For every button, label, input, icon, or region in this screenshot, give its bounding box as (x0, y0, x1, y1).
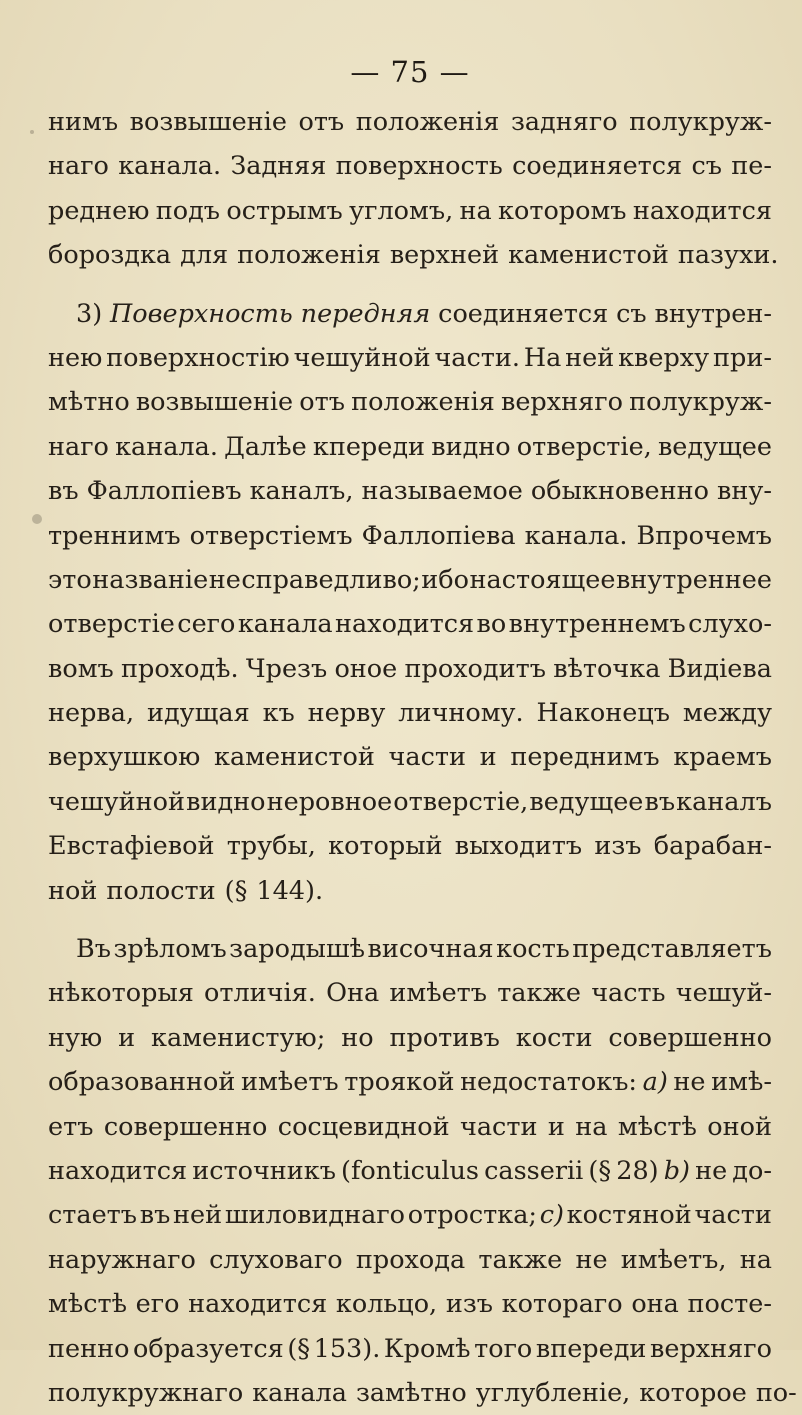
word: нѣкоторыя (48, 978, 194, 1009)
word: угломъ, (349, 195, 454, 226)
word: ней (173, 1200, 223, 1231)
word: b) (663, 1155, 690, 1186)
text-line (48, 1282, 772, 1326)
word: и (547, 1111, 565, 1142)
word: вну- (717, 476, 772, 507)
word: кпереди (312, 431, 426, 462)
word: канала. (115, 431, 218, 462)
word: отличія. (204, 978, 316, 1009)
word: кверху (618, 342, 710, 373)
text-line (48, 100, 772, 144)
ink-speck (30, 130, 34, 134)
word: кость (496, 934, 570, 965)
word: часть (591, 978, 666, 1009)
word: канала. (118, 151, 222, 182)
word: кольцо, (335, 1289, 438, 1320)
word: въ (644, 786, 676, 817)
word: Задняя (230, 151, 327, 182)
word: кости (515, 1022, 593, 1053)
word: ную (48, 1022, 103, 1053)
word: возвышеніе (129, 107, 287, 137)
word: наго (48, 151, 109, 182)
word: (§ (224, 875, 248, 906)
word: верхней (389, 240, 500, 271)
word: верхняго (500, 387, 623, 418)
word: Далѣе (224, 431, 307, 462)
word: при- (713, 342, 772, 373)
word: Впрочемъ (636, 520, 772, 551)
word: изъ (445, 1289, 493, 1320)
word: верхушкою (48, 742, 201, 773)
text-line (48, 425, 772, 469)
page-number: — 75 — (350, 55, 470, 89)
word: на (739, 1244, 772, 1275)
word: верхняго (650, 1333, 772, 1364)
word: посте- (687, 1289, 772, 1320)
word: чешуй- (675, 978, 772, 1009)
text-line (48, 189, 772, 233)
word: проходѣ. (121, 653, 239, 684)
word: a) (642, 1067, 668, 1098)
word: мѣтно (48, 387, 130, 418)
word: костяной (566, 1200, 692, 1231)
word: канала (252, 1377, 347, 1408)
text-line (48, 824, 772, 868)
word: прохода (355, 1244, 466, 1275)
word: которое (639, 1377, 747, 1408)
word: неровное (266, 786, 393, 817)
word: бороздка (48, 240, 172, 271)
word: Чрезъ (245, 653, 328, 684)
word: треннимъ (48, 520, 181, 551)
word: 144). (256, 875, 324, 906)
word: трубы, (226, 831, 316, 862)
word: по- (755, 1377, 797, 1408)
word: полости (106, 875, 216, 906)
word: въ (48, 476, 79, 507)
word: пазухи. (677, 240, 779, 271)
word: имѣетъ, (620, 1244, 727, 1275)
word: наружнаго (48, 1244, 196, 1275)
word: нерву (307, 698, 386, 729)
book-page (48, 50, 797, 1415)
word: на (575, 1111, 608, 1142)
word: части. (434, 342, 520, 373)
paragraph-gap (48, 913, 772, 927)
word: не (695, 1155, 728, 1186)
word: каналъ (676, 786, 772, 817)
word: это (48, 564, 92, 595)
word: противъ (389, 1022, 500, 1053)
word: положенія (237, 240, 381, 271)
word: на (459, 195, 492, 226)
word: ведущее (657, 431, 772, 462)
word: того (474, 1333, 533, 1364)
word: Видіева (667, 653, 772, 684)
word: но (341, 1022, 374, 1053)
word: части (694, 1200, 772, 1231)
word: справедливо; (241, 564, 421, 595)
word: полукруж- (629, 387, 772, 418)
word: каменистой (508, 240, 669, 271)
word: отверстіемъ (189, 520, 353, 551)
word: наго (48, 431, 109, 462)
text-line (48, 233, 779, 277)
word: троякой (344, 1067, 455, 1098)
word: его (135, 1289, 180, 1320)
text-line (48, 1238, 772, 1282)
word: Въ (76, 934, 111, 965)
word: она (631, 1289, 679, 1320)
word: (§ (588, 1155, 612, 1186)
word: На (523, 342, 562, 373)
word: ней (565, 342, 615, 373)
word: называемое (361, 476, 523, 507)
word: чешуйной (293, 342, 431, 373)
word: етъ (48, 1111, 94, 1142)
word: имѣетъ (241, 1067, 339, 1098)
word: также (478, 1244, 563, 1275)
text-line (48, 469, 772, 513)
word: подъ (155, 195, 221, 226)
word: барабан- (653, 831, 772, 862)
word: къ (262, 698, 295, 729)
word: (§ (287, 1333, 311, 1364)
word: отверстіе, (393, 786, 529, 817)
word: не (673, 1067, 706, 1098)
word: углубленіе, (475, 1377, 631, 1408)
word: вомъ (48, 653, 114, 684)
word: нимъ (48, 107, 119, 137)
word: c) (539, 1200, 564, 1231)
word: во (476, 609, 507, 640)
ink-smudge (32, 514, 42, 524)
text-line (48, 514, 772, 558)
word: 153). (313, 1333, 381, 1364)
word: возвышеніе (135, 387, 294, 418)
word: поверхностію (106, 342, 290, 373)
word: отверстіе (48, 609, 175, 640)
word: Поверхность (110, 298, 293, 329)
word: чешуйной (48, 786, 186, 817)
word: внутреннее (615, 564, 772, 595)
word: соединяется (438, 298, 609, 329)
paragraph (48, 927, 797, 1415)
word: не (208, 564, 241, 595)
text-line (48, 1149, 772, 1193)
word: сосцевидной (277, 1111, 450, 1142)
word: совершенно (608, 1022, 772, 1053)
word: поверхность (335, 151, 503, 182)
text-line (48, 1371, 797, 1415)
word: задняго (510, 107, 618, 137)
text-line (48, 380, 772, 424)
word: изъ (594, 831, 642, 862)
word: находится (48, 1155, 188, 1186)
word: для (180, 240, 229, 271)
word: пенно (48, 1333, 130, 1364)
word: до- (732, 1155, 772, 1186)
word: Наконецъ (536, 698, 670, 729)
word: въ (139, 1200, 171, 1231)
text-line (48, 1060, 772, 1104)
word: представляетъ (572, 934, 772, 965)
word: реднею (48, 195, 150, 226)
word: ной (48, 875, 98, 906)
text-line (48, 735, 772, 779)
word: стаетъ (48, 1200, 138, 1231)
word: casserii (484, 1155, 584, 1186)
word: внутрен- (654, 298, 772, 329)
word: съ (616, 298, 647, 329)
word: находится (632, 195, 772, 226)
word: настоящее (469, 564, 616, 595)
word: оной (707, 1111, 772, 1142)
text-line (48, 1016, 772, 1060)
word: имѣ- (711, 1067, 772, 1098)
text-line (48, 1327, 772, 1371)
text-line (48, 1193, 772, 1237)
word: мѣстѣ (48, 1289, 127, 1320)
word: находится (188, 1289, 328, 1320)
word: отъ (298, 107, 345, 137)
text-line (48, 971, 772, 1015)
word: имѣетъ (389, 978, 488, 1009)
word: совершенно (103, 1111, 268, 1142)
word: зрѣломъ (113, 934, 227, 965)
word: Евстафіевой (48, 831, 215, 862)
word: пе- (731, 151, 772, 182)
word: образуется (133, 1333, 284, 1364)
word: части (388, 742, 466, 773)
text-line (48, 558, 772, 602)
word: части (460, 1111, 538, 1142)
word: и (479, 742, 497, 773)
word: ибо (421, 564, 469, 595)
word: 28) (616, 1155, 659, 1186)
word: который (328, 831, 443, 862)
word: которомъ (498, 195, 627, 226)
text-line (48, 292, 772, 336)
word: каменистую; (151, 1022, 326, 1053)
word: краемъ (673, 742, 772, 773)
word: 3) (76, 298, 103, 329)
word: (fonticulus (341, 1155, 479, 1186)
word: ведущее (529, 786, 644, 817)
word: височная (367, 934, 494, 965)
word: слуховаго (209, 1244, 343, 1275)
word: видно (186, 786, 266, 817)
text-line (48, 869, 772, 913)
word: зародышѣ (229, 934, 366, 965)
word: съ (691, 151, 722, 182)
word: между (682, 698, 772, 729)
word: мѣстѣ (617, 1111, 697, 1142)
word: канала (237, 609, 333, 640)
paragraph (48, 100, 779, 278)
word: оное (334, 653, 398, 684)
text-line (48, 144, 772, 188)
word: и (118, 1022, 136, 1053)
text-line (48, 602, 772, 646)
word: передняя (300, 298, 431, 329)
word: идущая (146, 698, 250, 729)
paragraph (48, 292, 772, 913)
word: выходитъ (454, 831, 583, 862)
paragraph-gap (48, 278, 772, 292)
word: Фаллопіева (361, 520, 516, 551)
word: нею (48, 342, 103, 373)
word: слухо- (688, 609, 772, 640)
word: находится (334, 609, 475, 640)
word: личному. (398, 698, 524, 729)
word: впереди (535, 1333, 647, 1364)
word: отростка; (407, 1200, 537, 1231)
word: замѣтно (355, 1377, 467, 1408)
text-line (48, 336, 772, 380)
word: нерва, (48, 698, 135, 729)
text-line (48, 780, 772, 824)
word: положенія (351, 387, 495, 418)
word: обыкновенно (530, 476, 709, 507)
word: отверстіе, (516, 431, 652, 462)
word: внутреннемъ (508, 609, 686, 640)
word: канала. (524, 520, 628, 551)
word: соединяется (512, 151, 683, 182)
word: недостатокъ: (460, 1067, 638, 1098)
word: каналъ, (249, 476, 354, 507)
word: Она (326, 978, 380, 1009)
text-line (48, 691, 772, 735)
word: источникъ (192, 1155, 336, 1186)
word: положенія (355, 107, 500, 137)
text-body (48, 100, 797, 1415)
word: проходитъ (404, 653, 546, 684)
word: полукруж- (629, 107, 772, 137)
text-line (48, 647, 772, 691)
text-line (48, 1105, 772, 1149)
word: не (575, 1244, 608, 1275)
word: Фаллопіевъ (86, 476, 242, 507)
word: отъ (299, 387, 345, 418)
word: острымъ (226, 195, 343, 226)
word: вѣточка (553, 653, 661, 684)
word: переднимъ (510, 742, 660, 773)
word: также (497, 978, 581, 1009)
word: котораго (501, 1289, 623, 1320)
word: образованной (48, 1067, 236, 1098)
word: шиловиднаго (224, 1200, 406, 1231)
word: каменистой (214, 742, 375, 773)
word: полукружнаго (48, 1377, 244, 1408)
text-line (48, 927, 772, 971)
word: сего (177, 609, 236, 640)
word: названіе (92, 564, 209, 595)
word: Кромѣ (383, 1333, 471, 1364)
word: видно (431, 431, 511, 462)
